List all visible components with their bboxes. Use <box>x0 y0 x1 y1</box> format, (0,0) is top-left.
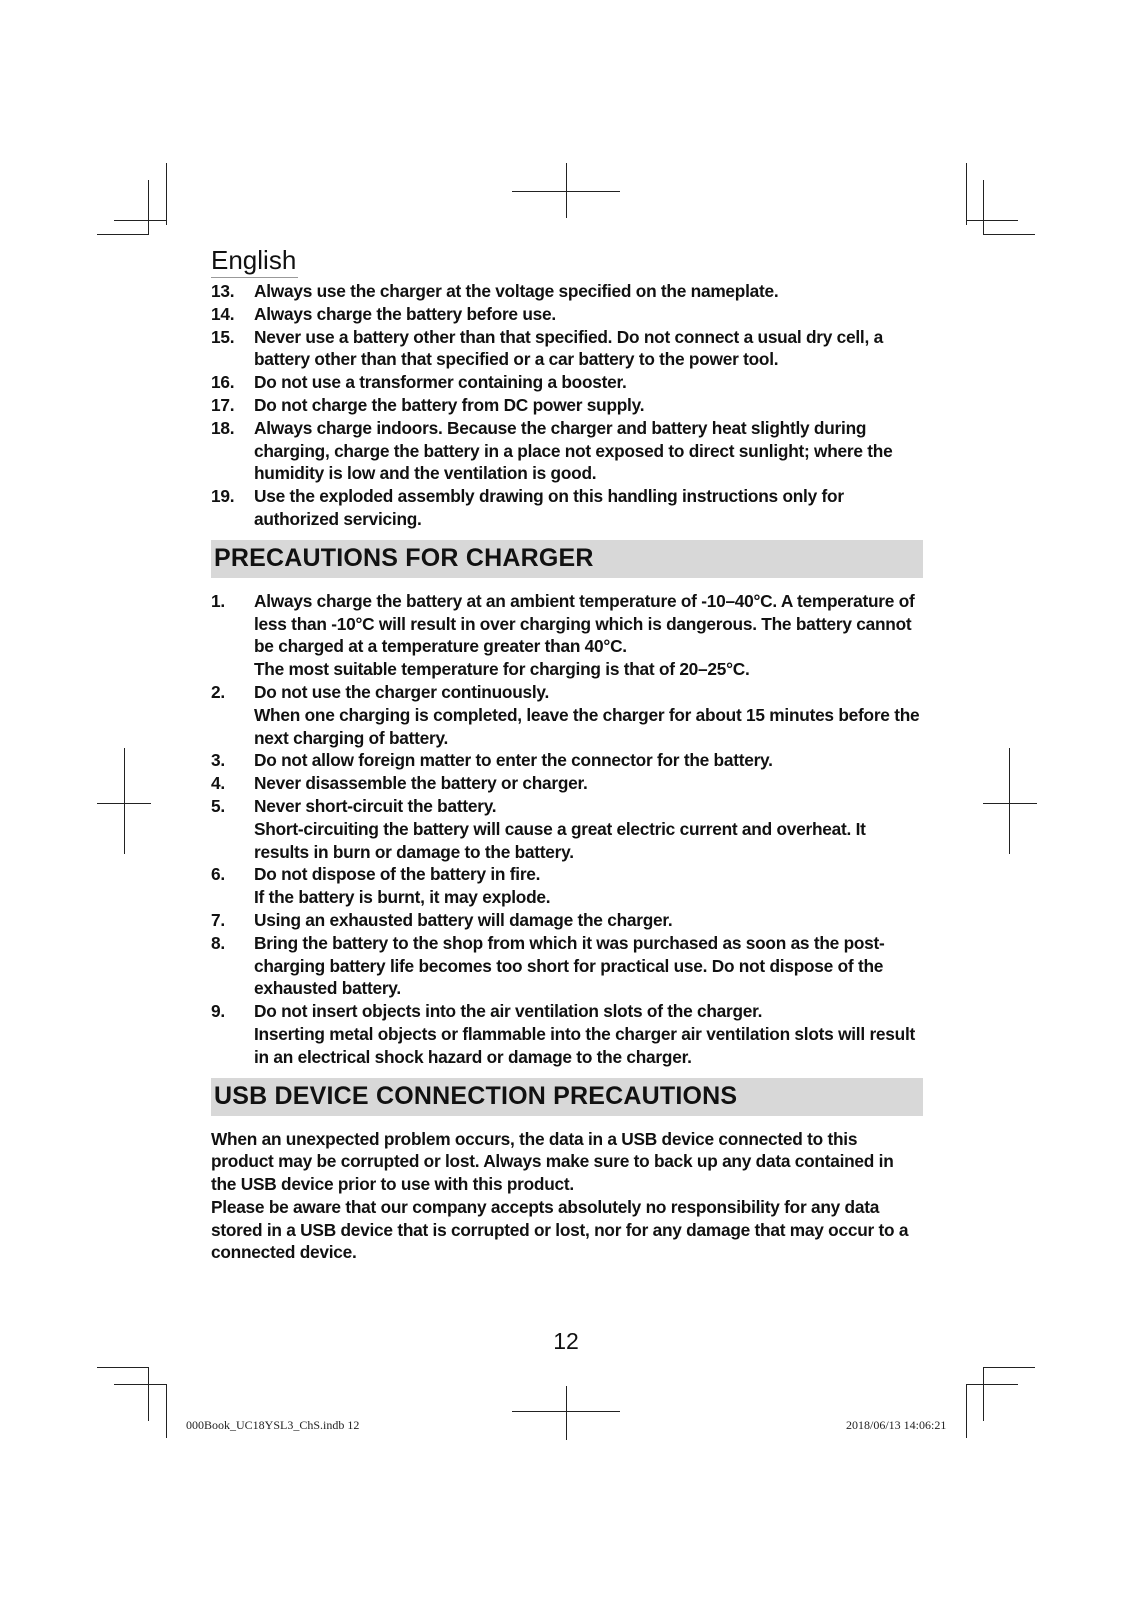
item-text <box>254 303 923 326</box>
item-line: Short-circuiting the battery will cause a great electric current and overheat. It results in burn or damage to the battery. <box>254 818 866 862</box>
item-line: Do not dispose of the battery in fire. <box>254 864 541 885</box>
item-text <box>254 417 923 485</box>
item-number: 8. <box>211 932 225 953</box>
crop-mark-line <box>983 1367 1035 1368</box>
crop-mark-line <box>1009 748 1010 854</box>
list-item <box>211 1000 923 1068</box>
crop-mark-line <box>983 803 1037 804</box>
item-text <box>254 681 923 749</box>
crop-mark-line <box>983 180 984 234</box>
section-title: USB DEVICE CONNECTION PRECAUTIONS <box>214 1082 738 1110</box>
item-number: 7. <box>211 909 225 930</box>
list-item <box>211 681 923 749</box>
crop-mark-line <box>966 220 1018 221</box>
usb-section-header <box>211 1078 923 1116</box>
item-text <box>254 863 923 909</box>
charger-section-header <box>211 540 923 578</box>
list-item <box>211 932 923 1000</box>
item-text <box>254 749 923 772</box>
list-item <box>211 749 923 772</box>
item-number: 9. <box>211 1001 225 1022</box>
item-text <box>254 371 923 394</box>
item-number: 6. <box>211 864 225 885</box>
item-text <box>254 772 923 795</box>
crop-mark-line <box>983 234 1035 235</box>
usb-paragraph: When an unexpected problem occurs, the data in a USB device connected to this product may be corrupted or lost. Always make sure to back up any data contained in the USB device prior to use with this product. <box>211 1128 894 1195</box>
usb-paragraph: Please be aware that our company accepts absolutely no responsibility for any data stored in a USB device that is corrupted or lost, nor for any damage that may occur to a connected device. <box>211 1196 909 1263</box>
crop-mark-line <box>148 1367 149 1421</box>
item-line: Never use a battery other than that specified. Do not connect a usual dry cell, a battery other than that specified or a car battery to the power tool. <box>254 326 883 370</box>
list-item <box>211 326 923 372</box>
crop-mark-line <box>512 191 620 192</box>
crop-mark-line <box>97 1367 149 1368</box>
crop-mark-line <box>512 1411 620 1412</box>
item-number: 19. <box>211 486 235 507</box>
footer-file-name: 000Book_UC18YSL3_ChS.indb 12 <box>186 1418 360 1432</box>
item-line: Using an exhausted battery will damage the charger. <box>254 909 673 930</box>
item-number: 14. <box>211 303 235 324</box>
list-item <box>211 394 923 417</box>
language-heading: English <box>211 243 298 278</box>
item-number: 1. <box>211 590 225 611</box>
crop-mark-line <box>124 748 125 854</box>
item-line: Do not insert objects into the air ventilation slots of the charger. <box>254 1001 763 1022</box>
list-item <box>211 485 923 531</box>
item-number: 15. <box>211 326 235 347</box>
footer-timestamp: 2018/06/13 14:06:21 <box>846 1418 947 1432</box>
crop-mark-line <box>966 163 967 225</box>
list-item <box>211 795 923 863</box>
section-title: PRECAUTIONS FOR CHARGER <box>214 544 594 573</box>
crop-mark-line <box>114 220 166 221</box>
item-line: Always use the charger at the voltage specified on the nameplate. <box>254 281 779 301</box>
list-item <box>211 772 923 795</box>
item-text <box>254 1000 923 1068</box>
list-item <box>211 909 923 932</box>
item-line: Never disassemble the battery or charger. <box>254 773 588 794</box>
item-number: 13. <box>211 281 235 301</box>
crop-mark-line <box>97 234 149 235</box>
crop-mark-line <box>166 163 167 225</box>
item-number: 3. <box>211 750 225 771</box>
crop-mark-line <box>148 180 149 234</box>
item-text <box>254 590 923 681</box>
item-number: 2. <box>211 681 225 702</box>
charger-precautions-list <box>211 590 923 1069</box>
item-text <box>254 932 923 1000</box>
item-number: 18. <box>211 417 235 438</box>
crop-mark-line <box>983 1367 984 1421</box>
item-text <box>254 326 923 372</box>
item-text <box>254 485 923 531</box>
list-item <box>211 590 923 681</box>
item-number: 16. <box>211 372 235 393</box>
item-line: Use the exploded assembly drawing on this handling instructions only for authorized servicing. <box>254 486 844 529</box>
page-number: 12 <box>553 1328 579 1354</box>
item-line: Do not use the charger continuously. <box>254 681 550 702</box>
item-text <box>254 280 923 303</box>
item-line: Never short-circuit the battery. <box>254 795 497 816</box>
item-line: Bring the battery to the shop from which it was purchased as soon as the post-charging battery life becomes too short for practical use. Do not dispose of the exhausted battery. <box>254 932 885 999</box>
item-number: 5. <box>211 795 225 816</box>
general-items-list <box>211 280 923 531</box>
item-text <box>254 909 923 932</box>
crop-mark-line <box>166 1384 167 1438</box>
item-text <box>254 394 923 417</box>
item-line: Always charge the battery before use. <box>254 303 556 324</box>
crop-mark-line <box>114 1384 166 1385</box>
item-number: 17. <box>211 394 235 415</box>
usb-section-body <box>211 1128 923 1265</box>
list-item <box>211 417 923 485</box>
list-item <box>211 863 923 909</box>
crop-mark-line <box>97 803 151 804</box>
item-number: 4. <box>211 773 225 794</box>
list-item <box>211 303 923 326</box>
list-item <box>211 371 923 394</box>
item-line: Do not charge the battery from DC power supply. <box>254 394 645 415</box>
page-content <box>211 243 923 1264</box>
item-line: Always charge indoors. Because the charger and battery heat slightly during charging, charge the battery in a place not exposed to direct sunlight; where the humidity is low and the ventilation is good. <box>254 417 893 484</box>
item-line: When one charging is completed, leave the charger for about 15 minutes before the next charging of battery. <box>254 704 920 748</box>
item-line: The most suitable temperature for charging is that of 20–25°C. <box>254 659 750 680</box>
item-line: If the battery is burnt, it may explode. <box>254 887 551 908</box>
crop-mark-line <box>566 1386 567 1440</box>
crop-mark-line <box>966 1384 1018 1385</box>
crop-mark-line <box>966 1384 967 1438</box>
item-line: Do not allow foreign matter to enter the connector for the battery. <box>254 750 773 771</box>
item-line: Always charge the battery at an ambient temperature of -10–40°C. A temperature of less than -10°C will result in over charging which is dangerous. The battery cannot be charged at a temperature greater than 40°C. <box>254 590 915 657</box>
item-text <box>254 795 923 863</box>
list-item <box>211 280 923 303</box>
item-line: Inserting metal objects or flammable into the charger air ventilation slots will result in an electrical shock hazard or damage to the charger. <box>254 1023 916 1067</box>
item-line: Do not use a transformer containing a booster. <box>254 372 627 393</box>
